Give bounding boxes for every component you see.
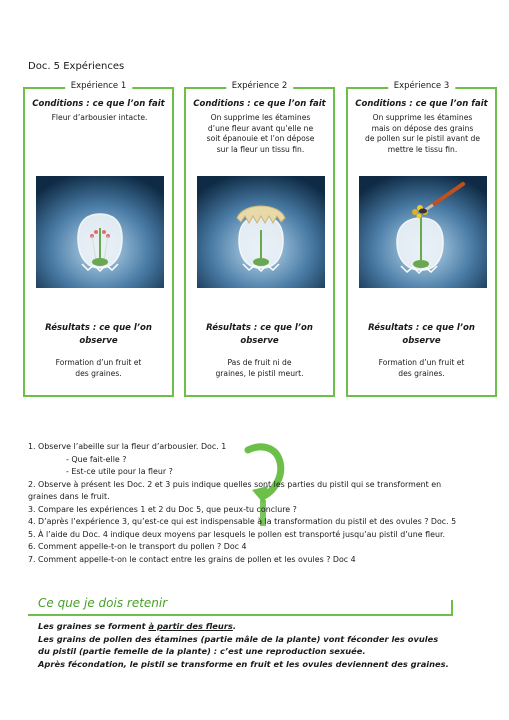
intact-flower-image	[36, 176, 164, 288]
summary-line-2: Les grains de pollen des étamines (partie mâle de la plante) vont féconder les ovules	[38, 633, 439, 644]
question-2: 2. Observe à présent les Doc. 2 et 3 puis indique quelles sont les parties du pistil qui se transforment en	[28, 479, 442, 489]
summary-line-1: Les graines se forment à partir des fleurs.	[38, 621, 237, 631]
experience-3-panel	[346, 81, 497, 397]
summary-text	[38, 620, 478, 670]
summary-line-4: Après fécondation, le pistil se transforme en fruit et les ovules deviennent des graines.	[38, 658, 449, 669]
covered-flower-image	[197, 176, 325, 288]
question-1b: - Est-ce utile pour la fleur ?	[66, 467, 173, 476]
experience-2-conditions-label: Conditions : ce que l’on fait	[193, 99, 326, 109]
experience-1-outcome: Formation d’un fruit et des graines.	[55, 358, 142, 378]
summary-heading-corner	[451, 600, 453, 616]
document-title: Doc. 5 Expériences	[28, 61, 125, 72]
experience-2-title: Expérience 2	[226, 81, 294, 91]
summary-line-3: du pistil (partie femelle de la plante) : c’est une reproduction sexuée.	[38, 646, 366, 656]
experience-2-description: On supprime les étamines d’une fleur avant qu’elle ne soit épanouie et l’on dépose sur la fleur un tissu fin.	[206, 113, 315, 154]
summary-heading-underline	[28, 614, 453, 616]
experience-1-panel	[23, 81, 174, 397]
question-1a: - Que fait-elle ?	[66, 454, 127, 464]
question-1: 1. Observe l’abeille sur la fleur d’arbousier. Doc. 1	[28, 442, 227, 451]
experience-3-description: On supprime les étamines mais on dépose des grains de pollen sur le pistil avant de mettre le tissu fin.	[365, 113, 480, 154]
experience-1-title: Expérience 1	[65, 81, 133, 91]
question-7: 7. Comment appelle-t-on le contact entre les grains de pollen et les ovules ? Doc 4	[28, 554, 356, 564]
experience-3-conditions-label: Conditions : ce que l’on fait	[355, 99, 488, 109]
experience-1-conditions-label: Conditions : ce que l’on fait	[32, 99, 165, 109]
questions-list	[28, 441, 490, 566]
experience-3-title: Expérience 3	[388, 81, 456, 91]
question-5: 5. À l’aide du Doc. 4 indique deux moyens par lesquels le pollen est transporté jusqu’au pistil d’une fleur.	[28, 529, 445, 539]
pollinated-flower-image	[359, 176, 487, 288]
experience-2-results-label: Résultats : ce que l’on observe	[206, 323, 313, 346]
experience-3-outcome: Formation d’un fruit et des graines.	[378, 358, 465, 378]
experience-3-results-label: Résultats : ce que l’on observe	[368, 323, 475, 346]
summary-heading: Ce que je dois retenir	[38, 596, 168, 610]
question-4: 4. D’après l’expérience 3, qu’est-ce qui est indispensable à la transformation du pistil et des ovules ? Doc. 5	[28, 517, 457, 526]
question-6: 6. Comment appelle-t-on le transport du pollen ? Doc 4	[28, 542, 247, 551]
experience-2-panel	[184, 81, 335, 397]
experience-1-description: Fleur d’arbousier intacte.	[51, 113, 148, 122]
question-2-continued: graines dans le fruit.	[28, 492, 110, 501]
experience-1-results-label: Résultats : ce que l’on observe	[45, 323, 152, 346]
experience-2-outcome: Pas de fruit ni de graines, le pistil meurt.	[215, 358, 304, 378]
question-3: 3. Compare les expériences 1 et 2 du Doc 5, que peux-tu conclure ?	[28, 504, 297, 514]
